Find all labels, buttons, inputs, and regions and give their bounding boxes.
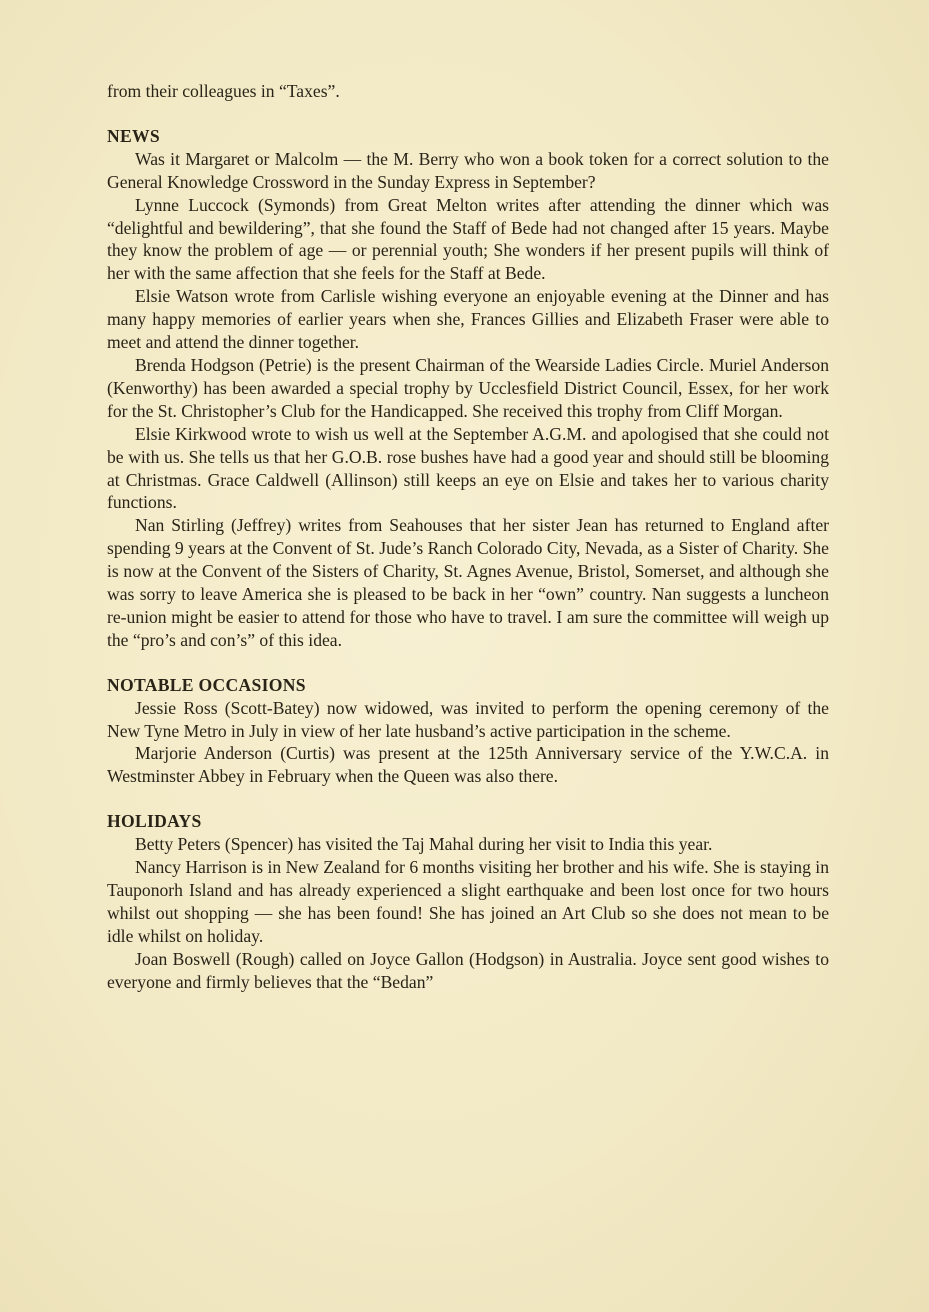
paragraph: Marjorie Anderson (Curtis) was present at the 125th Anniversary service of the Y.W.C.A. in Westminster Abbey in February when the Queen was also there.	[107, 743, 829, 787]
section-heading: NOTABLE OCCASIONS	[107, 674, 306, 695]
paragraph: Joan Boswell (Rough) called on Joyce Gallon (Hodgson) in Australia. Joyce sent good wishes to everyone and firmly believes that the “Bedan”	[107, 948, 829, 992]
paragraph: Nan Stirling (Jeffrey) writes from Seahouses that her sister Jean has returned to England after spending 9 years at the Convent of St. Jude’s Ranch Colorado City, Nevada, as a Sister of Charity. She is now at the Convent of the Sisters of Charity, St. Agnes Avenue, Bristol, Somerset, and although she was sorry to leave America she is pleased to be back in her “own” country. Nan suggests a luncheon re-union might be easier to attend for those who have to travel. I am sure the committee will weigh up the “pro’s and con’s” of this idea.	[107, 515, 829, 650]
paragraph: Betty Peters (Spencer) has visited the Taj Mahal during her visit to India this year.	[135, 834, 713, 855]
section-news	[107, 125, 829, 652]
paragraph: Lynne Luccock (Symonds) from Great Melton writes after attending the dinner which was “delightful and bewildering”, that she found the Staff of Bede had not changed after 15 years. Maybe they know the problem of age — or perennial youth; She wonders if her present pupils will think of her with the same affection that she feels for the Staff at Bede.	[107, 194, 829, 284]
paragraph: Brenda Hodgson (Petrie) is the present Chairman of the Wearside Ladies Circle. Muriel Anderson (Kenworthy) has been awarded a special trophy by Ucclesfield District Council, Essex, for her work for the St. Christopher’s Club for the Handicapped. She received this trophy from Cliff Morgan.	[107, 354, 829, 421]
paragraph: Nancy Harrison is in New Zealand for 6 months visiting her brother and his wife. She is staying in Tauponorh Island and has already experienced a slight earthquake and been lost once for two hours whilst out shopping — she has been found! She has joined an Art Club so she does not mean to be idle whilst on holiday.	[107, 857, 829, 946]
paragraph: Elsie Watson wrote from Carlisle wishing everyone an enjoyable evening at the Dinner and has many happy memories of earlier years when she, Frances Gillies and Elizabeth Fraser were able to meet and attend the dinner together.	[107, 286, 829, 353]
section-holidays	[107, 810, 829, 993]
continuation-text: from their colleagues in “Taxes”.	[107, 81, 340, 101]
paragraph: Was it Margaret or Malcolm — the M. Berry who won a book token for a correct solution to the General Knowledge Crossword in the Sunday Express in September?	[107, 148, 829, 192]
section-notable-occasions	[107, 674, 829, 789]
paragraph: Jessie Ross (Scott-Batey) now widowed, was invited to perform the opening ceremony of the New Tyne Metro in July in view of her late husband’s active participation in the scheme.	[107, 697, 829, 741]
section-heading: NEWS	[107, 125, 161, 146]
paragraph: Elsie Kirkwood wrote to wish us well at the September A.G.M. and apologised that she could not be with us. She tells us that her G.O.B. rose bushes have had a good year and should still be blooming at Christmas. Grace Caldwell (Allinson) still keeps an eye on Elsie and takes her to various charity functions.	[107, 423, 829, 513]
section-heading: HOLIDAYS	[107, 811, 202, 832]
